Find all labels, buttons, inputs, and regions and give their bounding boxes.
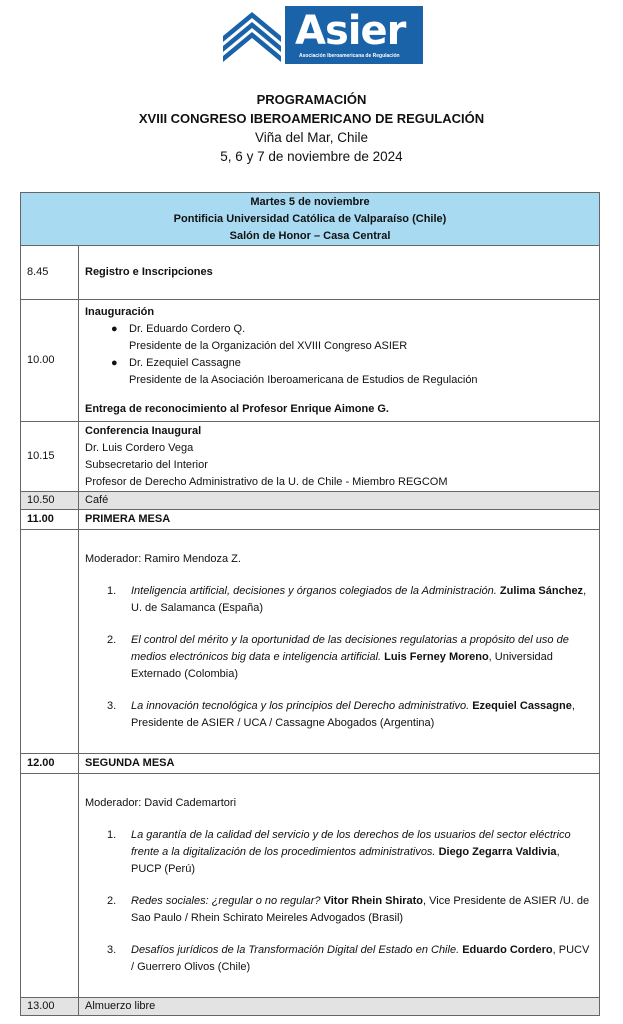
talk-affiliation: , Presidente de ASIER / UCA / Cassagne Abogados (Argentina): [131, 700, 575, 729]
talk-title: Inteligencia artificial, decisiones y órganos colegiados de la Administración.: [131, 585, 497, 597]
session-row-inauguration: [21, 300, 600, 422]
document-header: [0, 90, 623, 166]
logo-wordmark: [285, 6, 423, 64]
congress-title: XVIII CONGRESO IBEROAMERICANO DE REGULACIÓN: [138, 111, 485, 126]
talk-speaker: Zulima Sánchez: [499, 585, 584, 597]
day-date: Martes 5 de noviembre: [250, 195, 370, 208]
session-row-lunch: [21, 998, 600, 1016]
day-header-row: [21, 193, 600, 246]
session-row-keynote: [21, 422, 600, 492]
day-room: Salón de Honor – Casa Central: [229, 229, 391, 242]
session-time: 8.45: [21, 246, 79, 300]
talk-affiliation: , PUCP (Perú): [131, 846, 560, 875]
second-panel-content: [21, 774, 600, 998]
session-time: 10.50: [21, 492, 79, 510]
moderator: Moderador: Ramiro Mendoza Z.: [85, 553, 241, 565]
session-title: Café: [79, 492, 600, 510]
doc-title: PROGRAMACIÓN: [256, 92, 367, 107]
speaker-item: [85, 355, 593, 389]
dates: 5, 6 y 7 de noviembre de 2024: [220, 149, 403, 164]
talk-affiliation: , Vice Presidente de ASIER /U. de Sao Paulo / Rhein Schirato Meireles Advogados (Brasil): [131, 895, 590, 924]
session-row-second-panel: [21, 754, 600, 774]
talk-affiliation: , Universidad Externado (Colombia): [131, 651, 553, 680]
first-panel-content: [21, 530, 600, 754]
session-title: Inauguración: [85, 305, 155, 318]
session-title: PRIMERA MESA: [79, 510, 600, 530]
asier-logo: [219, 6, 423, 64]
talk-item: 3. La innovación tecnológica y los principios del Derecho administrativo. Ezequiel Cassagne, Presidente de ASIER / UCA / Cassagne Abogados (Argentina): [107, 700, 575, 729]
speaker-role: Presidente de la Organización del XVIII Congreso ASIER: [129, 339, 408, 352]
talk-item: 2. Redes sociales: ¿regular o no regular? Vitor Rhein Shirato, Vice Presidente de ASIER /U. de Sao Paulo / Rhein Schirato Meireles Advogados (Brasil): [107, 895, 590, 924]
speaker-item: [85, 321, 593, 355]
talk-affiliation: , PUCV / Guerrero Olivos (Chile): [131, 944, 590, 973]
logo-subtitle: Asociación Iberoamericana de Regulación: [299, 53, 400, 59]
talk-title: El control del mérito y la oportunidad de las decisiones regulatorias a propósito del uso de medios electrónicos big data e inteligencia artificial.: [131, 634, 569, 663]
session-time: 10.15: [21, 422, 79, 492]
talk-item: 2. El control del mérito y la oportunidad de las decisiones regulatorias a propósito del uso de medios electrónicos big data e inteligencia artificial. Luis Ferney Moreno, Universidad Externado (Colombia): [107, 634, 569, 680]
keynote-role: Subsecretario del Interior: [85, 458, 208, 471]
session-time: 10.00: [21, 300, 79, 422]
talk-title: Redes sociales: ¿regular o no regular?: [131, 895, 321, 907]
talk-speaker: Diego Zegarra Valdivia: [438, 846, 557, 858]
award-line: Entrega de reconocimiento al Profesor Enrique Aimone G.: [85, 402, 389, 415]
session-row-first-panel: [21, 510, 600, 530]
location: Viña del Mar, Chile: [254, 130, 369, 145]
speaker-role: Presidente de la Asociación Iberoamericana de Estudios de Regulación: [129, 373, 478, 386]
moderator: Moderador: David Cademartori: [85, 797, 237, 809]
speaker-name: Dr. Eduardo Cordero Q.: [129, 322, 246, 335]
talk-affiliation: , U. de Salamanca (España): [131, 585, 587, 614]
talk-speaker: Ezequiel Cassagne: [472, 700, 572, 712]
bullet-icon: ●: [111, 356, 118, 369]
talk-item: 1. La garantía de la calidad del servicio y de los derechos de los usuarios del sector eléctrico frente a la digitalización de los procedimientos administrativos. Diego Zegarra Valdivia, PUCP (Perú): [107, 829, 571, 875]
session-time: 11.00: [21, 510, 79, 530]
talk-item: 1. Inteligencia artificial, decisiones y órganos colegiados de la Administración. Zulima Sánchez, U. de Salamanca (España): [107, 585, 587, 614]
session-time: 13.00: [21, 998, 79, 1016]
session-title: Conferencia Inaugural: [85, 424, 202, 437]
session-title: SEGUNDA MESA: [79, 754, 600, 774]
session-title: Registro e Inscripciones: [79, 246, 600, 300]
logo-roof-emblem: [219, 6, 285, 64]
program-table: [20, 192, 600, 1016]
session-time: 12.00: [21, 754, 79, 774]
speaker-name: Dr. Ezequiel Cassagne: [129, 356, 241, 369]
talk-title: La garantía de la calidad del servicio y de los derechos de los usuarios del sector eléctrico frente a la digitalización de los procedimientos administrativos.: [131, 829, 571, 858]
talk-title: Desafíos jurídicos de la Transformación Digital del Estado en Chile.: [131, 944, 460, 956]
talk-speaker: Eduardo Cordero: [462, 944, 553, 956]
talk-speaker: Luis Ferney Moreno: [384, 651, 489, 663]
keynote-affiliation: Profesor de Derecho Administrativo de la U. de Chile - Miembro REGCOM: [85, 475, 448, 488]
keynote-speaker: Dr. Luis Cordero Vega: [85, 441, 194, 454]
talk-item: 3. Desafíos jurídicos de la Transformación Digital del Estado en Chile. Eduardo Cordero, PUCV / Guerrero Olivos (Chile): [107, 944, 590, 973]
session-row-registration: [21, 246, 600, 300]
session-row-coffee: [21, 492, 600, 510]
bullet-icon: ●: [111, 322, 118, 335]
logo-word: Asier: [295, 8, 406, 54]
session-title: Almuerzo libre: [79, 998, 600, 1016]
talk-speaker: Vitor Rhein Shirato: [323, 895, 424, 907]
day-venue: Pontificia Universidad Católica de Valparaíso (Chile): [173, 212, 447, 225]
talk-title: La innovación tecnológica y los principios del Derecho administrativo.: [131, 700, 470, 712]
